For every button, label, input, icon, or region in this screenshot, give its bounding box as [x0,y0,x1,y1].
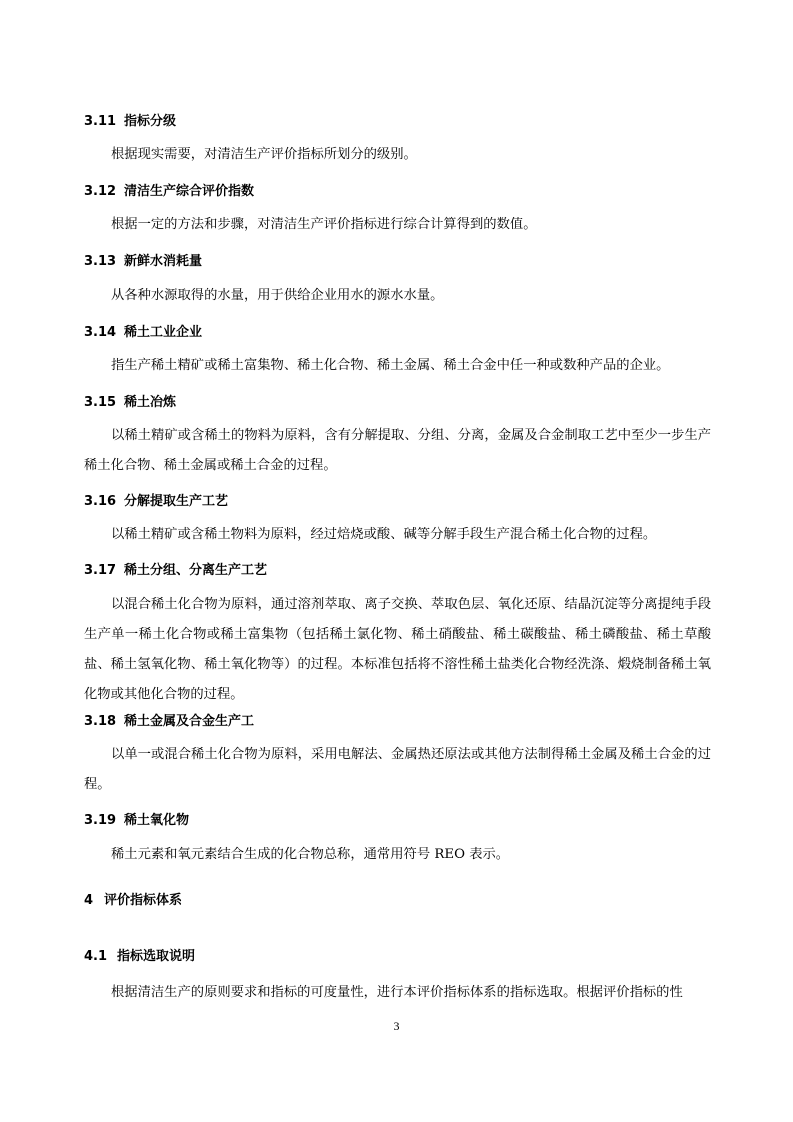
section-heading-3-16 [84,494,228,510]
chapter-heading-4 [84,893,182,909]
chapter-number: 4 [84,893,94,908]
chapter-title: 评价指标体系 [104,893,183,908]
subsection-number: 4.1 [84,949,108,964]
section-paragraph-3-15: 以稀土精矿或含稀土的物料为原料，含有分解提取、分组、分离，金属及合金制取工艺中至少一步生产稀土化合物、稀土金属或稀土合金的过程。 [84,428,711,473]
section-title: 清洁生产综合评价指数 [124,184,255,199]
section-title: 分解提取生产工艺 [124,494,229,509]
section-number: 3.12 [84,184,117,199]
section-title: 新鲜水消耗量 [124,254,203,269]
section-heading-3-13 [84,254,202,270]
section-heading-3-17 [84,563,267,579]
subsection-paragraph-4-1: 根据清洁生产的原则要求和指标的可度量性，进行本评价指标体系的指标选取。根据评价指标的性 [111,985,683,1000]
section-number: 3.18 [84,714,117,729]
section-heading-3-11 [84,114,176,130]
section-heading-3-15 [84,395,176,411]
page-number: 3 [393,1019,400,1033]
subsection-heading-4-1 [84,949,195,965]
section-paragraph-3-19: 稀土元素和氧元素结合生成的化合物总称，通常用符号 REO 表示。 [111,847,510,862]
section-paragraph-3-16: 以稀土精矿或含稀土物料为原料，经过焙烧或酸、碱等分解手段生产混合稀土化合物的过程。 [111,527,657,542]
section-number: 3.14 [84,325,117,340]
section-heading-3-14 [84,325,202,341]
section-paragraph-3-14: 指生产稀土精矿或稀土富集物、稀土化合物、稀土金属、稀土合金中任一种或数种产品的企业。 [111,358,670,373]
section-number: 3.19 [84,813,117,828]
section-title: 稀土工业企业 [124,325,203,340]
section-title: 稀土分组、分离生产工艺 [124,563,268,578]
section-number: 3.11 [84,114,117,129]
section-paragraph-3-17: 以混合稀土化合物为原料，通过溶剂萃取、离子交换、萃取色层、氧化还原、结晶沉淀等分离提纯手段生产单一稀土化合物或稀土富集物（包括稀土氯化物、稀土硝酸盐、稀土碳酸盐、稀土磷酸盐、稀土草酸盐、稀土氢氧化物、稀土氧化物等）的过程。本标准包括将不溶性稀土盐类化合物经洗涤、煅烧制备稀土氧化物或其他化合物的过程。 [84,597,711,702]
section-title: 稀土冶炼 [124,395,177,410]
section-heading-3-18 [84,714,254,730]
section-heading-3-12 [84,184,254,200]
section-paragraph-3-18: 以单一或混合稀土化合物为原料，采用电解法、金属热还原法或其他方法制得稀土金属及稀土合金的过程。 [84,747,711,792]
section-heading-3-19 [84,813,189,829]
section-number: 3.15 [84,395,117,410]
section-paragraph-3-11: 根据现实需要，对清洁生产评价指标所划分的级别。 [111,147,417,162]
section-title: 稀土金属及合金生产工 [124,714,255,729]
section-number: 3.17 [84,563,117,578]
section-number: 3.13 [84,254,117,269]
section-paragraph-3-13: 从各种水源取得的水量，用于供给企业用水的源水水量。 [111,288,444,303]
section-paragraph-3-12: 根据一定的方法和步骤，对清洁生产评价指标进行综合计算得到的数值。 [111,217,537,232]
section-number: 3.16 [84,494,117,509]
section-title: 稀土氧化物 [124,813,190,828]
subsection-title: 指标选取说明 [117,949,196,964]
section-title: 指标分级 [124,114,177,129]
